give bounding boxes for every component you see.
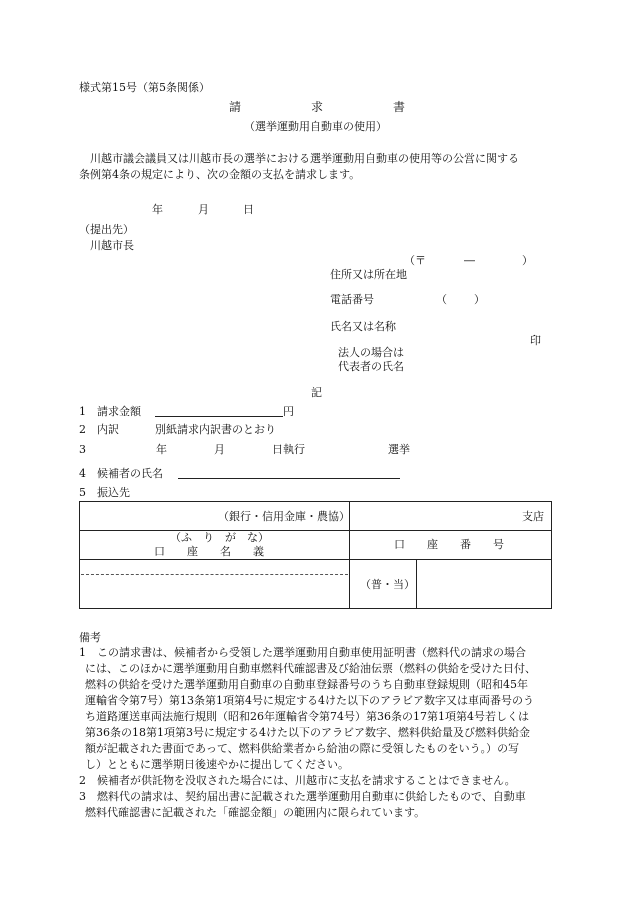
recipient-label: （提出先） <box>79 223 134 236</box>
note-1-line-4: 運輸省令第7号）第13条第1項第4号に規定する4けた以下のアラビア数字又は車両番号のう <box>85 694 534 707</box>
title-char-3: 書 <box>393 100 406 114</box>
item-5-number: 5 <box>79 486 86 499</box>
date-day: 日 <box>243 203 254 216</box>
phone-paren-close: ） <box>474 293 485 306</box>
intro-line-1: 川越市議会議員又は川越市長の選挙における選挙運動用自動車の使用等の公営に関する <box>90 152 519 165</box>
item-2-label: 内訳 <box>97 423 119 436</box>
item-3-year: 年 <box>156 443 167 456</box>
item-1-label: 請求金額 <box>97 405 141 418</box>
corp-line-1: 法人の場合は <box>338 346 404 359</box>
item-3-day: 日執行 <box>272 443 305 456</box>
item-3-number: 3 <box>79 443 86 456</box>
phone-label: 電話番号 <box>330 293 374 306</box>
bank-transfer-table <box>79 501 552 609</box>
recipient-name: 川越市長 <box>90 239 134 252</box>
note-1-line-7: 額が記載された書面であって、燃料供給業者から給油の際に受領したものをいう。）の写 <box>85 742 520 755</box>
postal-dash: ― <box>464 254 475 267</box>
branch-label: 支店 <box>522 510 544 523</box>
bank-type-label: （銀行・信用金庫・農協） <box>218 510 350 523</box>
item-4-label: 候補者の氏名 <box>97 467 163 480</box>
furigana-label: （ふ り が な） <box>170 531 269 544</box>
address-label: 住所又は所在地 <box>330 268 407 281</box>
form-number: 様式第15号（第5条関係） <box>79 81 210 94</box>
account-number-field[interactable] <box>417 560 551 607</box>
ki-heading: 記 <box>311 386 322 399</box>
corp-line-2: 代表者の氏名 <box>338 360 404 373</box>
item-3-election: 選挙 <box>388 443 410 456</box>
note-1-line-5: ち道路運送車両法施行規則（昭和26年運輸省令第74号）第36条の17第1項第4号若しくは <box>85 710 529 723</box>
note-2: 2 候補者が供託物を没収された場合には、川越市に支払を請求することはできません。 <box>79 774 516 787</box>
item-3-month: 月 <box>214 443 225 456</box>
account-holder-label: 口 座 名 義 <box>154 545 264 558</box>
item-1-unit: 円 <box>283 405 294 418</box>
postal-close: ） <box>522 254 533 267</box>
item-5-label: 振込先 <box>97 486 130 499</box>
subtitle: （選挙運動用自動車の使用） <box>244 120 387 133</box>
item-2-number: 2 <box>79 423 86 436</box>
date-month: 月 <box>198 203 209 216</box>
account-type-label: （普・当） <box>360 578 415 591</box>
phone-paren-open: （ <box>436 293 447 306</box>
name-label: 氏名又は名称 <box>330 320 396 333</box>
account-holder-furigana-field[interactable] <box>81 531 348 558</box>
account-number-label: 口 座 番 号 <box>394 538 504 551</box>
title-char-2: 求 <box>311 100 324 114</box>
note-3-line-1: 3 燃料代の請求は、契約届出書に記載された選挙運動用自動車に供給したもので、自動車 <box>79 790 526 803</box>
date-year: 年 <box>152 203 163 216</box>
seal-mark: 印 <box>530 334 541 347</box>
note-3-line-2: 燃料代確認書に記載された「確認金額」の範囲内に限られています。 <box>85 806 426 819</box>
intro-line-2: 条例第4条の規定により、次の金額の支払を請求します。 <box>79 168 361 181</box>
note-1-line-8: し）とともに選挙期日後速やかに提出してください。 <box>85 758 349 771</box>
item-1-number: 1 <box>79 405 86 418</box>
item-2-value: 別紙請求内訳書のとおり <box>155 423 276 436</box>
postal-open: （〒 <box>404 254 426 267</box>
note-1-line-1: 1 この請求書は、候補者から受領した選挙運動用自動車使用証明書（燃料代の請求の場合 <box>79 646 526 659</box>
title-char-1: 請 <box>229 100 242 114</box>
note-1-line-6: 第36条の18第1項第3号に規定する4けた以下のアラビア数字、燃料供給量及び燃料供給金 <box>85 726 530 739</box>
account-holder-field[interactable] <box>81 575 348 607</box>
note-1-line-3: 燃料の供給を受けた選挙運動用自動車の自動車登録番号のうち自動車登録規則（昭和45年 <box>85 678 528 691</box>
note-1-line-2: には、このほかに選挙運動用自動車燃料代確認書及び給油伝票（燃料の供給を受けた日付、 <box>85 662 536 675</box>
candidate-name-line[interactable] <box>178 478 400 479</box>
claim-amount-line[interactable] <box>155 416 283 417</box>
item-4-number: 4 <box>79 467 86 480</box>
notes-title: 備考 <box>79 631 101 644</box>
